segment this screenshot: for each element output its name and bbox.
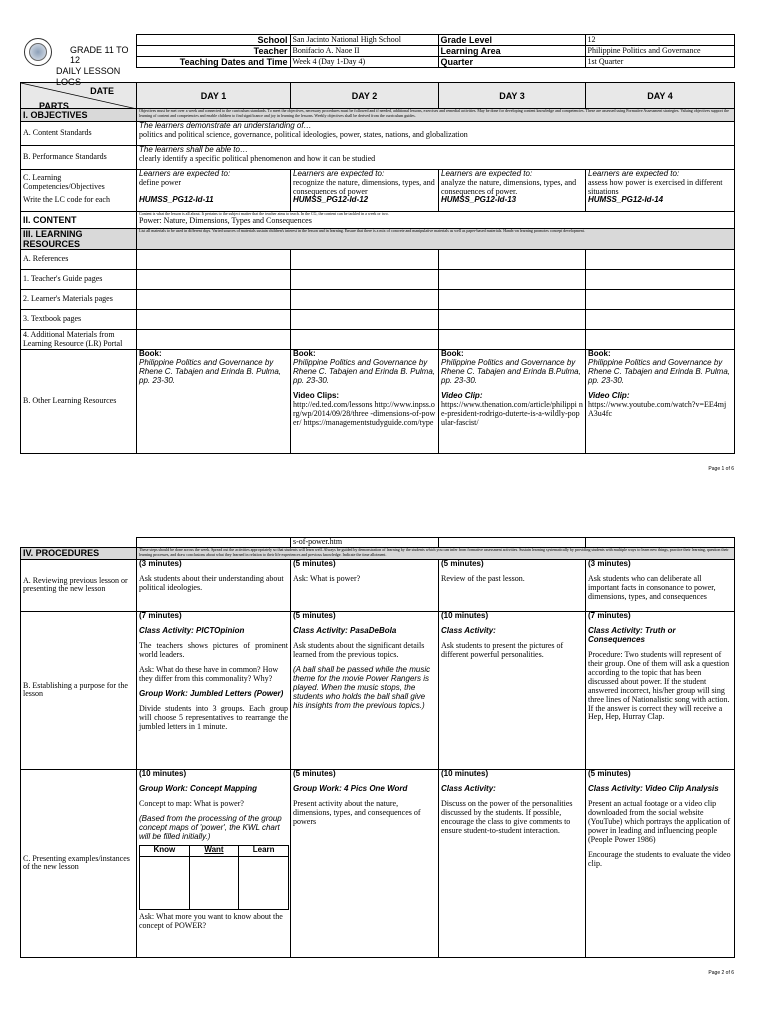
activity-text: The teachers shows pictures of prominent world leaders.: [139, 640, 288, 659]
day-4-header: DAY 4: [586, 83, 735, 109]
resources-note: List all materials to be used in different days. Varied sources of materials sustain children's interest in the lesson and in learning. Ensure that there is a mix of concrete and manipulative materials as well as paper-based materials. Hands-on learning promotes concept development.: [137, 229, 735, 250]
empty-cell: [586, 290, 735, 310]
review-day-1: [137, 559, 291, 611]
video-label: Video Clip:: [588, 391, 630, 401]
lesson-log-page-1: [20, 34, 734, 454]
time-allotment: (3 minutes): [139, 558, 182, 568]
activity-note: (A ball shall be passed while the music theme for the movie Power Rangers is played. When the music stops, the students who holds the ball shall give his insights from the previous topics.): [293, 664, 431, 710]
activity-text: Ask students to present the pictures of different powerful personalities.: [441, 640, 564, 659]
time-allotment: (5 minutes): [293, 768, 336, 778]
objectives-note: Objectives must be met over a week and connected to the curriculum standards. To meet the objectives, necessary procedures must be followed and if needed, additional lessons, exercises and remedial activities. May be done for developing content knowledge and competencies. These are assessed using Formative Assessment strategies. Valuing objectives support the learning of content and competencies and enable children to find significance and joy in learning the lessons. Weekly objectives shall be derived from the curriculum guides.: [137, 109, 735, 122]
resources-day-2: [291, 350, 439, 454]
learning-area-label: Learning Area: [438, 46, 585, 57]
quarter-label: Quarter: [438, 57, 585, 68]
activity-title: Group Work: 4 Pics One Word: [293, 783, 408, 793]
purpose-day-3: [439, 611, 586, 769]
empty-cell: [439, 538, 586, 548]
objectives-label: I. OBJECTIVES: [21, 109, 137, 122]
resources-day-3: [439, 350, 586, 454]
empty-cell: [291, 270, 439, 290]
video-links[interactable]: http://ed.ted.com/lessons http://www.inpss.org/wp/2014/09/28/three -dimensions-of-power/ https://managementstudyguide.com/type: [293, 400, 436, 428]
competency-day-4: [586, 170, 735, 212]
time-allotment: (5 minutes): [293, 558, 336, 568]
content-standards-intro: The learners demonstrate an understanding of…: [139, 121, 312, 131]
competency-code: HUMSS_PG12-Id-14: [588, 195, 664, 205]
content-text: Power: Nature, Dimensions, Types and Consequences: [139, 215, 312, 225]
performance-standards-cell: [137, 146, 735, 170]
competency-intro: Learners are expected to:: [441, 169, 533, 179]
competency-intro: Learners are expected to:: [293, 169, 385, 179]
empty-cell: [137, 290, 291, 310]
time-allotment: (10 minutes): [441, 610, 489, 620]
purpose-day-1: [137, 611, 291, 769]
deped-seal-icon: [24, 38, 52, 66]
content-cell: [137, 212, 735, 229]
grade-level-label: Grade Level: [438, 35, 585, 46]
resources-day-1: [137, 350, 291, 454]
presenting-examples-label: C. Presenting examples/instances of the new lesson: [21, 769, 137, 957]
learning-area-value: Philippine Politics and Governance: [585, 46, 734, 57]
competency-text: recognize the nature, dimensions, types, and consequences of power: [293, 178, 435, 197]
competency-intro: Learners are expected to:: [588, 169, 680, 179]
competency-code: HUMSS_PG12-Id-12: [293, 195, 369, 205]
procedures-table: [20, 537, 735, 958]
empty-cell: [586, 538, 735, 548]
empty-cell: [137, 310, 291, 330]
time-allotment: (5 minutes): [293, 610, 336, 620]
date-parts-header: [21, 83, 137, 112]
empty-cell: [586, 270, 735, 290]
references-label: A. References: [21, 250, 137, 270]
procedures-label: IV. PROCEDURES: [21, 547, 137, 559]
competency-day-2: [291, 170, 439, 212]
kwl-know-header: Know: [140, 845, 190, 856]
book-label: Book:: [293, 349, 316, 359]
book-label: Book:: [139, 349, 162, 359]
book-text: Philippine Politics and Governance by Rhene C. Tabajen and Erinda B. Pulma, pp. 23-30.: [588, 358, 731, 386]
school-value: San Jacinto National High School: [290, 35, 438, 46]
time-allotment: (7 minutes): [139, 610, 182, 620]
kwl-learn-cell: [239, 856, 289, 909]
activity-text: Present activity about the nature, dimensions, types, and consequences of powers: [293, 798, 421, 826]
competencies-label: C. Learning Competencies/Objectives: [23, 173, 105, 192]
kwl-learn-header: Learn: [239, 845, 289, 856]
book-label: Book:: [441, 349, 464, 359]
activity-title: Class Activity: PasaDeBola: [293, 625, 397, 635]
content-standards-text: politics and political science, governance, political ideologies, power, states, nations, and globalization: [139, 130, 468, 140]
review-day-2: [291, 559, 439, 611]
resources-label: III. LEARNING RESOURCES: [21, 229, 137, 250]
book-text: Philippine Politics and Governance by Rhene C. Tabajen and Erinda B.Pulma, pp. 23-30.: [441, 358, 581, 386]
lesson-log-page-2: [20, 537, 734, 958]
day-2-header: DAY 2: [291, 83, 439, 109]
purpose-day-2: [291, 611, 439, 769]
activity-text: Ask: What more you want to know about the concept of POWER?: [139, 911, 283, 930]
book-text: Philippine Politics and Governance by Rhene C. Tabajen and Erinda B. Pulma, pp. 23-30.: [139, 358, 282, 386]
empty-cell: [439, 250, 586, 270]
activity-title: Class Activity: PICTOpinion: [139, 625, 245, 635]
review-day-4: [586, 559, 735, 611]
textbook-label: 3. Textbook pages: [21, 310, 137, 330]
activity-note: (Based from the processing of the group concept maps of 'power', the KWL chart will be filled initially.): [139, 813, 282, 841]
quarter-value: 1st Quarter: [585, 57, 734, 68]
grade-title: [56, 45, 136, 88]
competency-intro: Learners are expected to:: [139, 169, 231, 179]
other-resources-label: B. Other Learning Resources: [21, 350, 137, 454]
day-1-header: DAY 1: [137, 83, 291, 109]
teacher-value: Bonifacio A. Naoe II: [290, 46, 438, 57]
review-text: Ask students about their understanding about political ideologies.: [139, 573, 284, 592]
review-text: Ask: What is power?: [293, 573, 361, 583]
competencies-label-cell: [21, 170, 137, 212]
lesson-log-table: [20, 82, 735, 454]
activity-title: Class Activity:: [441, 783, 496, 793]
video-label: Video Clips:: [293, 391, 340, 401]
activity-text: Ask: What do these have in common? How they differ from this commonality? Why?: [139, 664, 279, 683]
performance-standards-intro: The learners shall be able to…: [139, 145, 248, 155]
activity-title: Class Activity: Truth or Consequences: [588, 625, 676, 644]
parts-label: PARTS: [39, 101, 69, 112]
video-link[interactable]: https://www.youtube.com/watch?v=EE4mj A3u4fc: [588, 400, 727, 419]
empty-cell: [137, 250, 291, 270]
grade-level-value: 12: [585, 35, 734, 46]
time-allotment: (10 minutes): [139, 768, 187, 778]
examples-day-2: [291, 769, 439, 957]
empty-cell: [137, 330, 291, 350]
review-text: Ask students who can deliberate all important facts in consonance to power, dimensions, types, and consequences: [588, 573, 716, 601]
kwl-know-cell: [140, 856, 190, 909]
activity-title: Class Activity:: [441, 625, 496, 635]
header-table: [20, 34, 735, 87]
activity-text: Present an actual footage or a video clip downloaded from the social website (YouTube) which portrays the application of power in leading and influencing people (People Power 1986): [588, 798, 731, 844]
content-standards-cell: [137, 122, 735, 146]
empty-cell: [137, 270, 291, 290]
empty-cell: [439, 310, 586, 330]
activity-text: Discuss on the power of the personalities discussed by the students. If possible, encourage the class to give comments to ensure student-to-student interaction.: [441, 798, 573, 835]
activity-title: Group Work: Concept Mapping: [139, 783, 258, 793]
content-standards-label: A. Content Standards: [21, 122, 137, 146]
activity-text: Concept to map: What is power?: [139, 798, 244, 808]
content-note: Content is what the lesson is all about. It pertains to the subject matter that the teacher aims to teach. In the CG, the content can be tackled in a week or two.: [139, 211, 389, 217]
page-1-footer: Page 1 of 6: [708, 466, 734, 472]
date-label: DATE: [90, 86, 114, 97]
activity-text: Divide students into 3 groups. Each group will choose 5 representatives to rearrange the jumbled letters in 1 minute.: [139, 703, 288, 731]
book-text: Philippine Politics and Governance by Rhene C. Tabajen and Erinda B. Pulma, pp. 23-30.: [293, 358, 436, 386]
lr-portal-label: 4. Additional Materials from Learning Resource (LR) Portal: [21, 330, 137, 350]
video-label: Video Clip:: [441, 391, 483, 401]
time-allotment: (3 minutes): [588, 558, 631, 568]
content-label: II. CONTENT: [21, 212, 137, 229]
empty-cell: [439, 290, 586, 310]
empty-cell: [586, 310, 735, 330]
examples-day-4: [586, 769, 735, 957]
competency-text: assess how power is exercised in different situations: [588, 178, 723, 197]
empty-cell: [21, 538, 137, 548]
activity-title: Group Work: Jumbled Letters (Power): [139, 688, 284, 698]
kwl-want-header: Want: [189, 845, 239, 856]
activity-text: Ask students about the significant details learned from the previous topics.: [293, 640, 425, 659]
time-allotment: (10 minutes): [441, 768, 489, 778]
teacher-label: Teacher: [136, 46, 290, 57]
activity-text: Procedure: Two students will represent of their group. One of them will ask a question according to the topic that has been discussed about power. If the student answered incorrect, his/her group will sing three lines of Nationalistic song with action. If the answer is correct they will receive a Hep, Hep, Hurray Clap.: [588, 649, 730, 722]
review-text: Review of the past lesson.: [441, 573, 525, 583]
performance-standards-label: B. Performance Standards: [21, 146, 137, 170]
header-logo-cell: [20, 35, 136, 87]
empty-cell: [586, 250, 735, 270]
competency-text: analyze the nature, dimensions, types, and consequences of power.: [441, 178, 577, 197]
competency-code: HUMSS_PG12-Id-11: [139, 195, 214, 205]
activity-text: Encourage the students to evaluate the video clip.: [588, 849, 731, 868]
empty-cell: [291, 330, 439, 350]
time-allotment: (5 minutes): [588, 768, 631, 778]
competencies-code-label: Write the LC code for each: [23, 195, 110, 205]
kwl-chart: [139, 845, 289, 910]
day-3-header: DAY 3: [439, 83, 586, 109]
examples-day-3: [439, 769, 586, 957]
grade-title-line2: DAILY LESSON LOGS: [56, 66, 121, 87]
video-line: [588, 392, 732, 419]
empty-cell: [439, 330, 586, 350]
establishing-purpose-label: B. Establishing a purpose for the lesson: [21, 611, 137, 769]
teaching-dates-label: Teaching Dates and Time: [136, 57, 290, 68]
time-allotment: (5 minutes): [441, 558, 484, 568]
competency-day-1: [137, 170, 291, 212]
empty-cell: [291, 310, 439, 330]
empty-cell: [439, 270, 586, 290]
procedures-note: These steps should be done across the week. Spread out the activities appropriately so that students will learn well. Always be guided by demonstration of learning by the students which you can infer from formative assessment activities. Sustain learning systematically by providing students with multiple ways to learn new things, practice their learning, question their learning processes, and draw conclusions about what they learned in relation to their life experiences and previous knowledge. Indicate the time allotment.: [137, 547, 735, 559]
purpose-day-4: [586, 611, 735, 769]
competency-day-3: [439, 170, 586, 212]
page-2-footer: Page 2 of 6: [708, 970, 734, 976]
video-link[interactable]: https://www.thenation.com/article/philippi ne-president-rodrigo-duterte-is-a-wildly-popular-fascist/: [441, 400, 583, 428]
kwl-want-cell: [189, 856, 239, 909]
carryover-link[interactable]: s-of-power.htm: [291, 538, 439, 548]
empty-cell: [291, 290, 439, 310]
activity-title: Class Activity: Video Clip Analysis: [588, 783, 719, 793]
review-day-3: [439, 559, 586, 611]
carryover-cell: [137, 538, 291, 548]
reviewing-lesson-label: A. Reviewing previous lesson or presenting the new lesson: [21, 559, 137, 611]
grade-title-line1: GRADE 11 TO 12: [70, 44, 129, 66]
competency-text: define power: [139, 178, 181, 188]
examples-day-1: [137, 769, 291, 957]
book-label: Book:: [588, 349, 611, 359]
teachers-guide-label: 1. Teacher's Guide pages: [21, 270, 137, 290]
performance-standards-text: clearly identify a specific political phenomenon and how it can be studied: [139, 154, 376, 164]
resources-day-4: [586, 350, 735, 454]
school-label: School: [136, 35, 290, 46]
competency-code: HUMSS_PG12-Id-13: [441, 195, 517, 205]
empty-cell: [586, 330, 735, 350]
teaching-dates-value: Week 4 (Day 1-Day 4): [290, 57, 438, 68]
empty-cell: [291, 250, 439, 270]
learners-materials-label: 2. Learner's Materials pages: [21, 290, 137, 310]
time-allotment: (7 minutes): [588, 610, 631, 620]
